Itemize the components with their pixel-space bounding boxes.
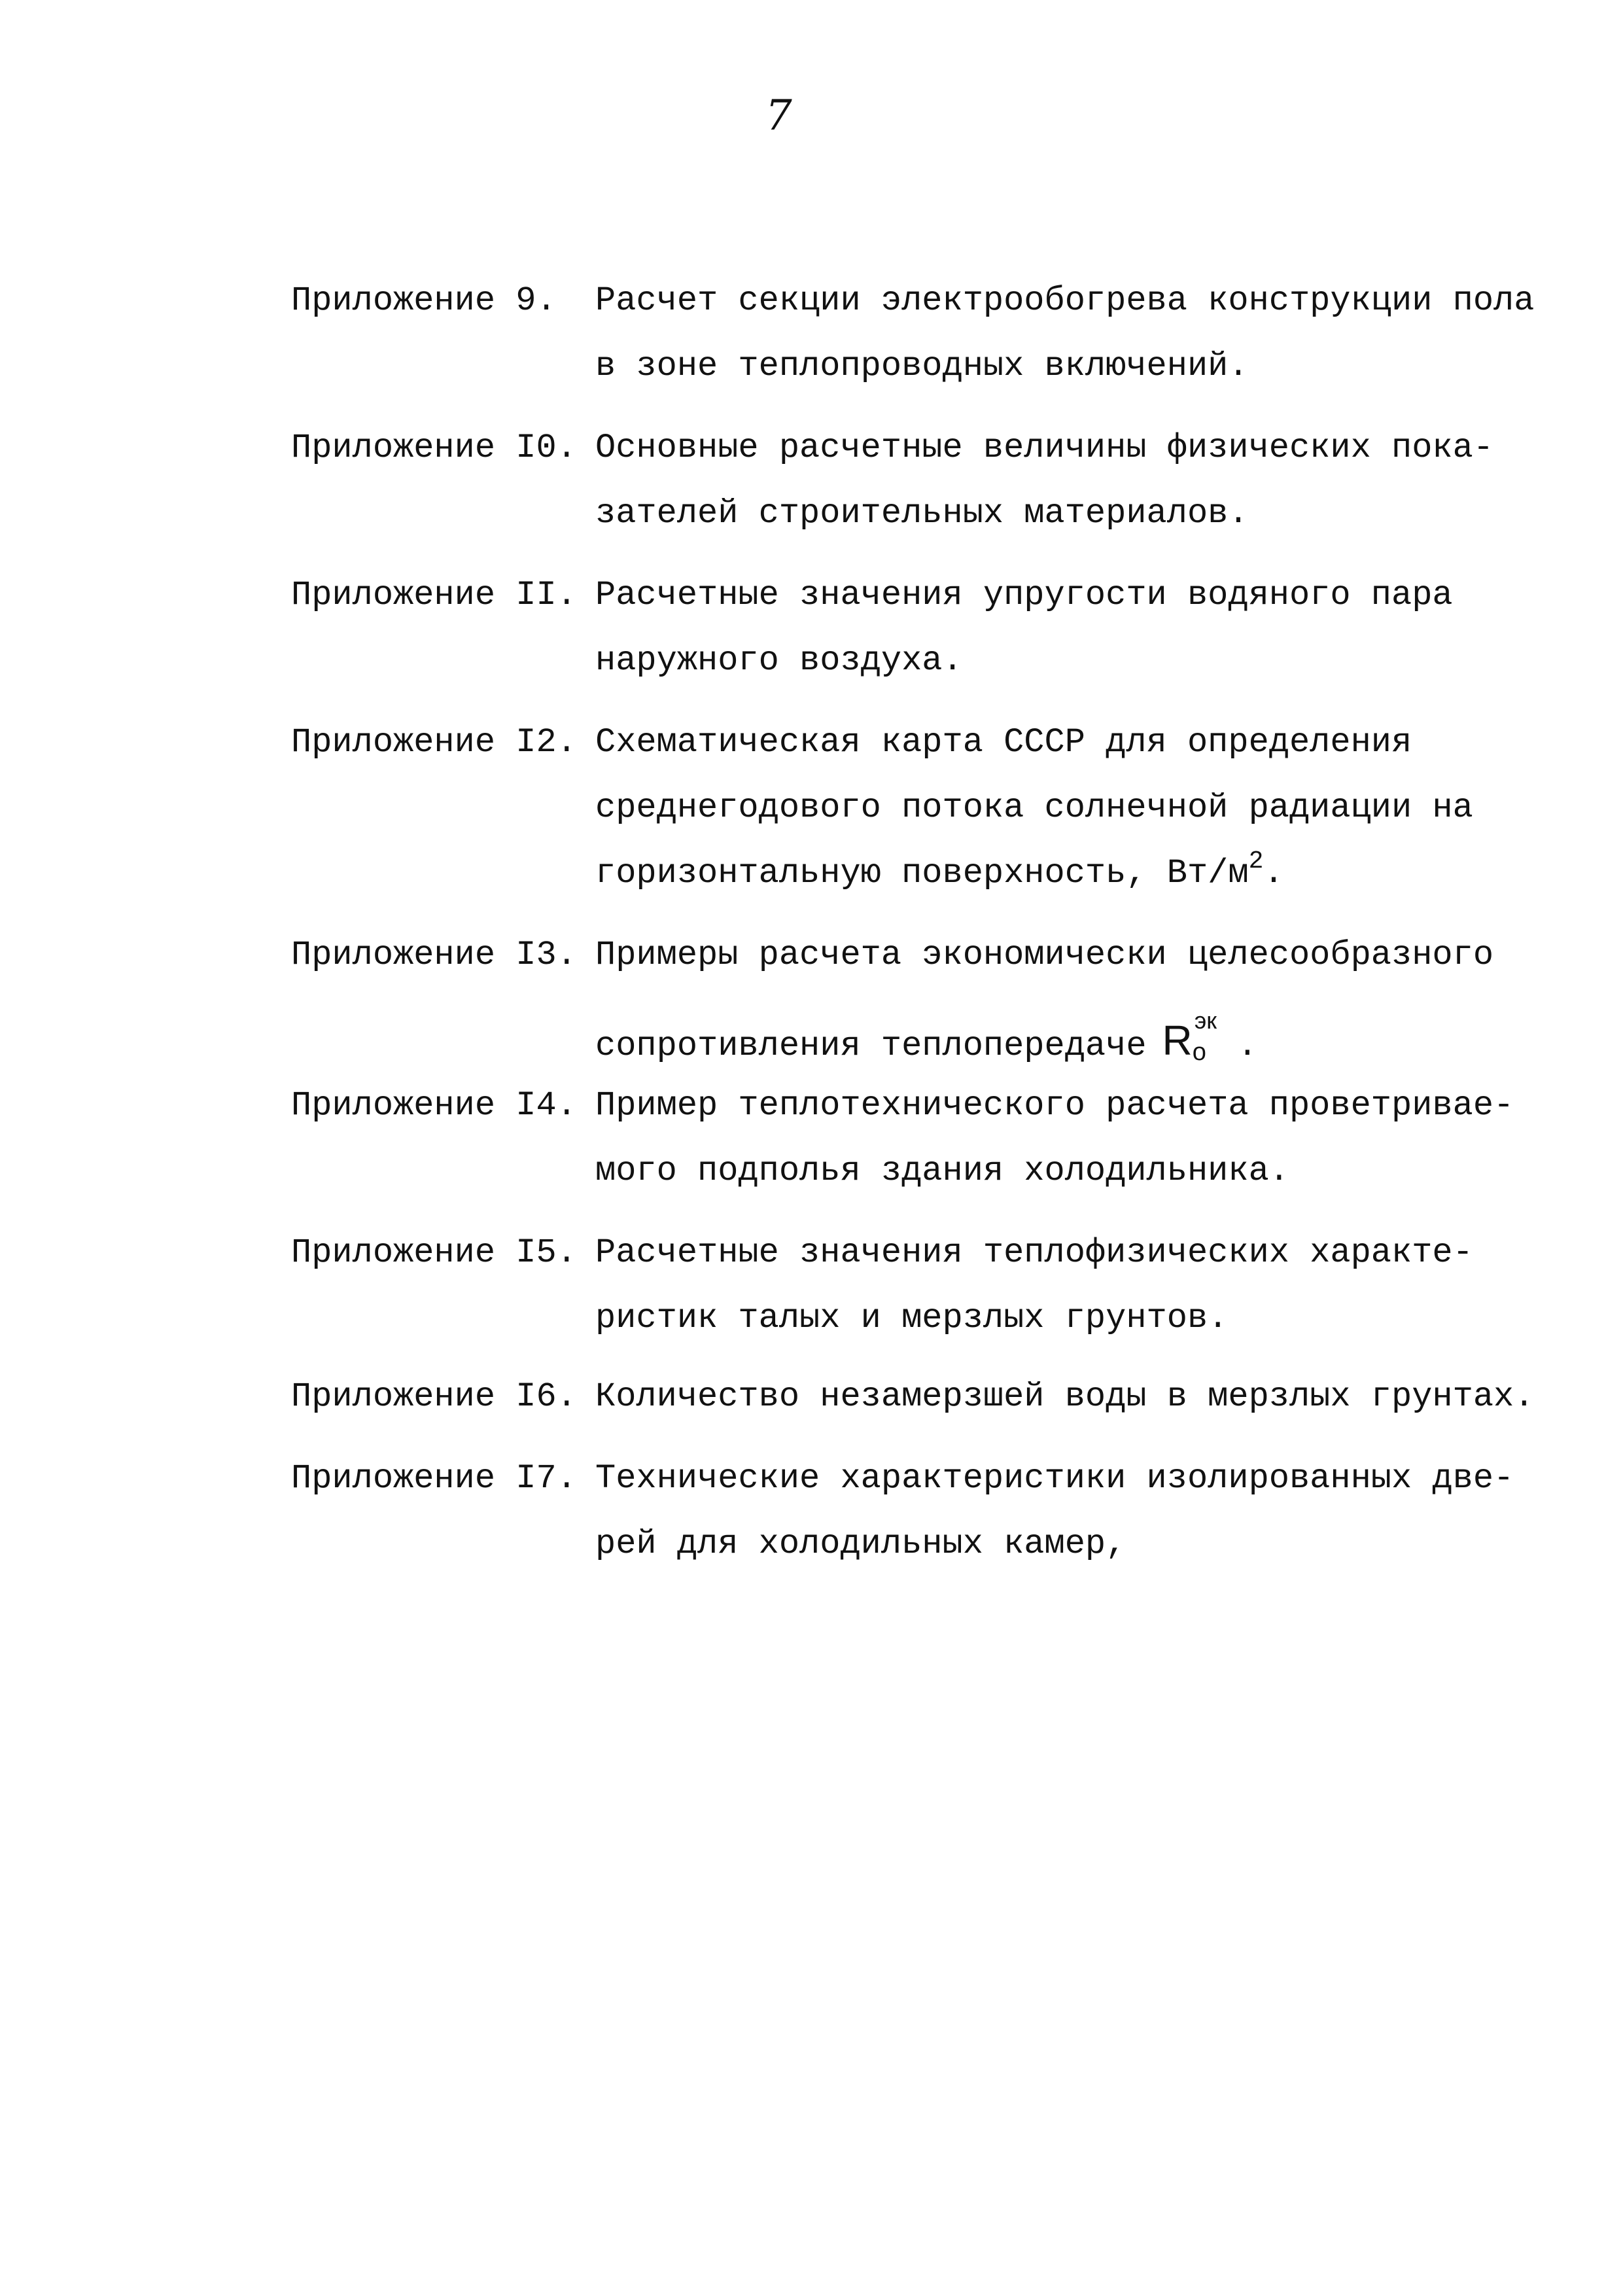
page-number: 7 bbox=[765, 92, 792, 140]
appendix-description: Количество незамерзшей воды в мерзлых грунтах. bbox=[595, 1377, 1535, 1416]
symbol-subscript: о bbox=[1192, 1038, 1206, 1066]
appendix-description: Пример теплотехнического расчета проветривае- мого подполья здания холодильника. bbox=[595, 1086, 1514, 1190]
appendix-description: Расчетные значения упругости водяного пара наружного воздуха. bbox=[595, 576, 1453, 680]
appendix-entry-9 bbox=[291, 268, 1560, 399]
appendix-description: Схематическая карта СССР для определения среднегодового потока солнечной радиации на горизонтальную поверхность, Вт/м bbox=[595, 723, 1473, 892]
appendix-entry-14 bbox=[291, 1073, 1560, 1204]
appendix-entry-12 bbox=[291, 710, 1560, 906]
appendix-description: Основные расчетные величины физических пока- зателей строительных материалов. bbox=[595, 429, 1494, 533]
symbol-superscript: эк bbox=[1194, 1007, 1217, 1034]
appendix-entry-10 bbox=[291, 415, 1560, 546]
resistance-symbol bbox=[1162, 1007, 1217, 1066]
description-tail: . bbox=[1217, 1027, 1258, 1065]
appendix-label: Приложение 9. bbox=[291, 281, 557, 320]
appendix-description: Примеры расчета экономически целесообразного сопротивления теплопередаче bbox=[595, 936, 1494, 1065]
unit-superscript: 2 bbox=[1248, 847, 1264, 875]
symbol-base: R bbox=[1162, 1017, 1193, 1064]
appendix-description: Технические характеристики изолированных две- рей для холодильных камер, bbox=[595, 1459, 1514, 1563]
appendix-label: Приложение I2. bbox=[291, 723, 577, 762]
appendix-entry-13 bbox=[291, 923, 1560, 1085]
appendix-label: Приложение II. bbox=[291, 576, 577, 614]
appendix-label: Приложение I5. bbox=[291, 1233, 577, 1272]
appendix-entry-17 bbox=[291, 1446, 1560, 1577]
appendix-entry-16 bbox=[291, 1364, 1560, 1430]
appendix-label: Приложение I6. bbox=[291, 1377, 577, 1416]
appendix-entry-11 bbox=[291, 563, 1560, 694]
appendix-entry-15 bbox=[291, 1220, 1560, 1351]
appendix-description-container bbox=[595, 923, 1560, 1085]
appendix-label: Приложение I4. bbox=[291, 1086, 577, 1125]
appendix-description: Расчет секции электрообогрева конструкции пола в зоне теплопроводных включений. bbox=[595, 281, 1535, 385]
appendix-description-container bbox=[595, 710, 1560, 906]
appendix-label: Приложение I7. bbox=[291, 1459, 577, 1498]
appendix-label: Приложение I3. bbox=[291, 936, 577, 974]
description-tail: . bbox=[1263, 854, 1284, 892]
appendix-label: Приложение I0. bbox=[291, 429, 577, 467]
appendix-description: Расчетные значения теплофизических характе- ристик талых и мерзлых грунтов. bbox=[595, 1233, 1473, 1337]
